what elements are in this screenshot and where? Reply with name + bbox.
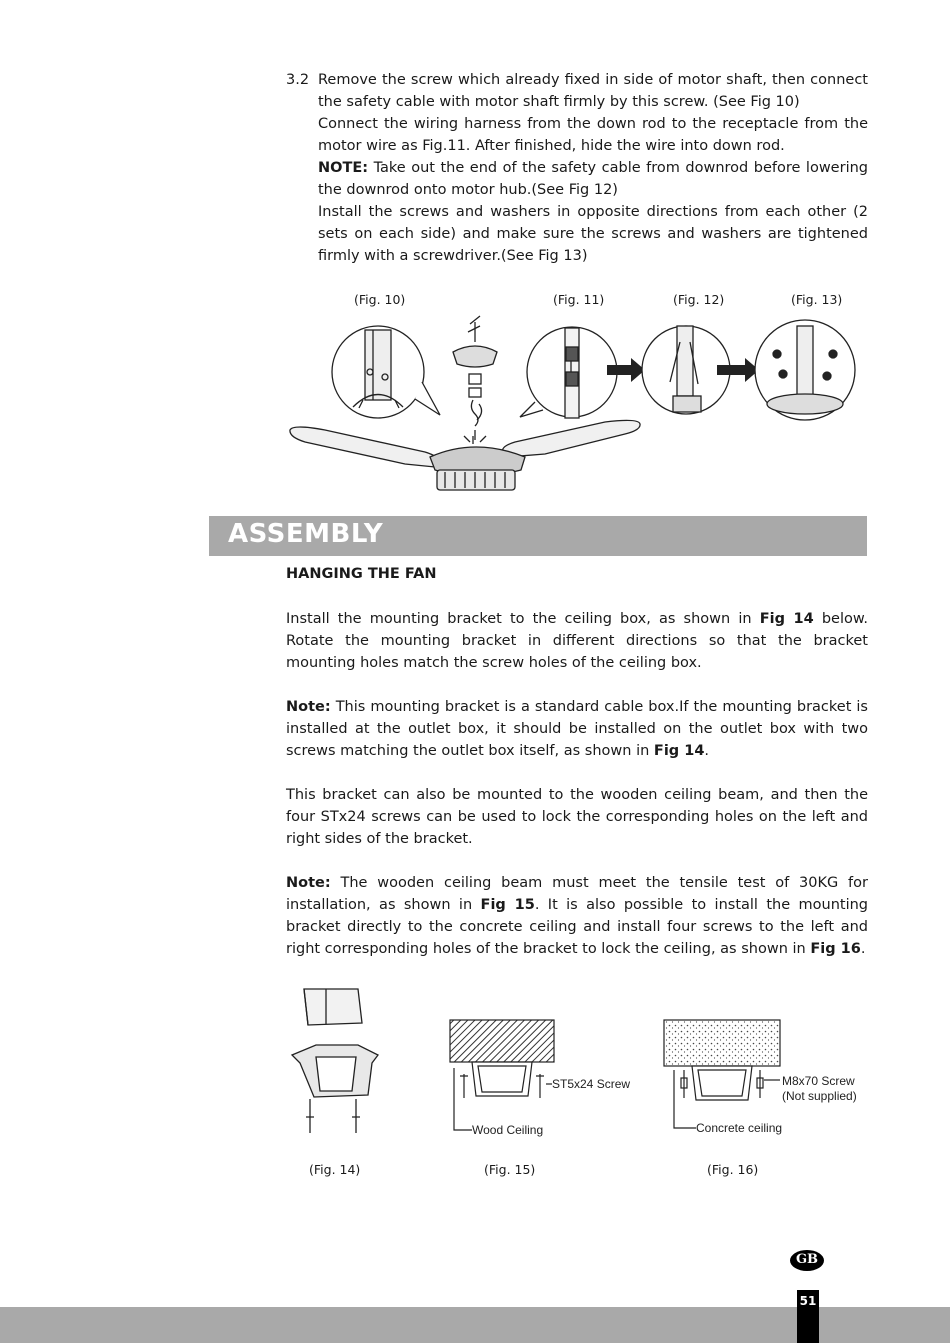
fig15-illustration xyxy=(448,1018,648,1142)
fig16-note-label: (Not supplied) xyxy=(782,1089,857,1103)
fig13-callout xyxy=(755,320,855,420)
fig11-callout xyxy=(520,327,617,418)
caption-fig16: (Fig. 16) xyxy=(707,1162,759,1177)
step-3-2 xyxy=(286,69,868,267)
fig15-screw-label: ST5x24 Screw xyxy=(552,1077,631,1091)
p1-figref: Fig 14 xyxy=(759,611,814,627)
language-badge xyxy=(790,1250,824,1271)
step-line-4: Install the screws and washers in opposite directions from each other (2 sets on each side) and make sure the screws and washers are tightened firmly with a screwdriver.(See Fig 13) xyxy=(318,204,868,264)
fig12-callout xyxy=(642,326,730,414)
p3-text: This bracket can also be mounted to the wooden ceiling beam, and then the four STx24 screws can be used to lock the corresponding holes on the left and right sides of the bracket. xyxy=(286,787,868,847)
p2-text-a: This mounting bracket is a standard cable box.If the mounting bracket is installed at the outlet box, it should be installed on the outlet box with two screws matching the outlet box itself, as shown in xyxy=(286,699,868,759)
fig16-illustration xyxy=(662,1018,862,1142)
p4-label: Note: xyxy=(286,875,331,891)
note-label: NOTE: xyxy=(318,160,369,176)
step-number: 3.2 xyxy=(286,72,310,88)
exploded-canopy xyxy=(453,316,497,440)
step-line-1: Remove the screw which already fixed in side of motor shaft, then connect the safety cable with motor shaft firmly by this screw. (See Fig 10) xyxy=(318,72,868,110)
caption-fig10: (Fig. 10) xyxy=(354,292,406,307)
p1-text-a: Install the mounting bracket to the ceiling box, as shown in xyxy=(286,611,760,627)
p4-figref-16: Fig 16 xyxy=(810,941,861,957)
p2-text-c: . xyxy=(704,743,710,759)
note-text: Take out the end of the safety cable from downrod before lowering the downrod onto motor hub.(See Fig 12) xyxy=(318,160,868,198)
p4-figref-15: Fig 15 xyxy=(480,897,535,913)
fan-assembly-illustration xyxy=(285,312,860,497)
paragraph-3 xyxy=(286,784,868,850)
paragraph-1 xyxy=(286,608,868,674)
caption-fig11: (Fig. 11) xyxy=(553,292,605,307)
p4-text-a: The wooden ceiling beam must meet the tensile test of 30KG for installation, as shown in xyxy=(286,875,868,913)
caption-fig13: (Fig. 13) xyxy=(791,292,843,307)
step-line-2: Connect the wiring harness from the down rod to the receptacle from the motor wire as Fig.11. After finished, hide the wire into down rod. xyxy=(318,116,868,154)
section-header-bar xyxy=(209,516,867,556)
p4-text-e: . xyxy=(860,941,866,957)
step-note xyxy=(318,157,868,201)
caption-fig12: (Fig. 12) xyxy=(673,292,725,307)
caption-fig14: (Fig. 14) xyxy=(309,1162,361,1177)
fig16-screw-label: M8x70 Screw xyxy=(782,1074,855,1088)
page-number-box xyxy=(797,1290,819,1343)
p4-text-c: . It is also possible to install the mounting bracket directly to the concrete ceiling and install four screws to the left and right corresponding holes of the bracket to lock the ceiling, as shown in xyxy=(286,897,868,957)
paragraph-2 xyxy=(286,696,868,762)
caption-fig15: (Fig. 15) xyxy=(484,1162,536,1177)
section-title: ASSEMBLY xyxy=(228,519,384,549)
p1-text-c: below. Rotate the mounting bracket in different directions so that the bracket mounting holes match the screw holes of the ceiling box. xyxy=(286,611,868,671)
fig15-ceiling-label: Wood Ceiling xyxy=(472,1123,544,1137)
fig16-ceiling-label: Concrete ceiling xyxy=(696,1121,783,1135)
p2-label: Note: xyxy=(286,699,331,715)
fig10-callout xyxy=(332,326,440,418)
subsection-title: HANGING THE FAN xyxy=(286,566,437,582)
p2-figref: Fig 14 xyxy=(653,743,705,759)
language-code: GB xyxy=(795,1252,819,1267)
page-number: 51 xyxy=(799,1294,817,1308)
fig14-illustration xyxy=(286,983,386,1138)
paragraph-4 xyxy=(286,872,868,960)
